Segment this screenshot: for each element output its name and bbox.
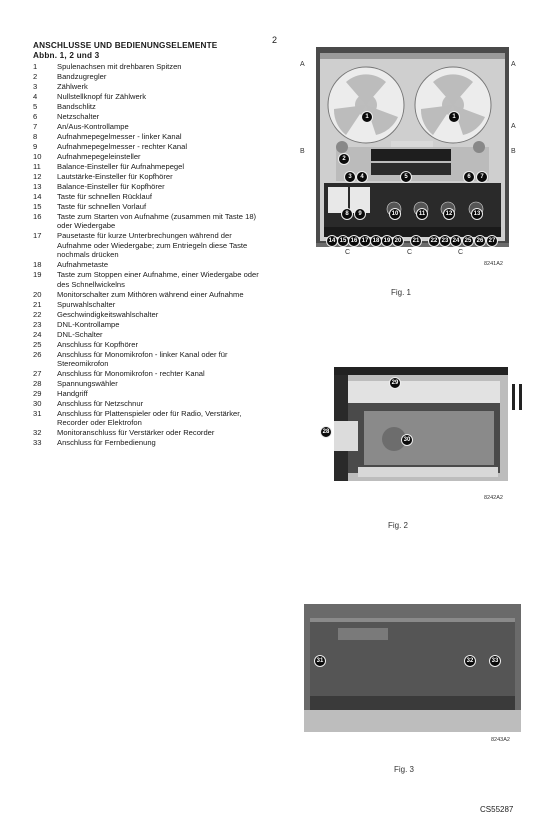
callout-7: 7 [476, 171, 488, 183]
list-item: 27 Anschluss für Monomikrofon - rechter Kanal [33, 369, 205, 379]
separator-bars [519, 384, 522, 410]
list-item: 10 Aufnahmepegeleinsteller [33, 152, 141, 161]
callout-1: 1 [361, 111, 373, 123]
callout-24: 24 [450, 235, 462, 247]
callout-12: 12 [443, 208, 455, 220]
list-item: 28 Spannungswähler [33, 379, 118, 389]
callout-6: 6 [463, 171, 475, 183]
callout-21: 21 [410, 235, 422, 247]
figure-code: 8242A2 [484, 495, 503, 501]
callout-19: 19 [381, 235, 393, 247]
callout-15: 15 [337, 235, 349, 247]
callout-30: 30 [401, 434, 413, 446]
callout-13: 13 [471, 208, 483, 220]
callout-10: 10 [389, 208, 401, 220]
connector-panel-illustration [304, 604, 521, 732]
list-item: 8 Aufnahmepegelmesser - linker Kanal [33, 132, 182, 141]
list-item: 9 Aufnahmepegelmesser - rechter Kanal [33, 142, 188, 151]
figure-1-photo [316, 47, 509, 247]
edge-label-a: A [511, 61, 516, 68]
callout-29: 29 [389, 377, 401, 389]
list-item: 4 Nullstellknopf für Zählwerk [33, 92, 147, 101]
list-item: 15 Taste für schnellen Vorlauf [33, 202, 147, 211]
section-heading [33, 41, 217, 61]
list-item: 29 Handgriff [33, 389, 88, 399]
callout-33: 33 [489, 655, 501, 667]
list-item: 25 Anschluss für Kopfhörer [33, 339, 139, 349]
callout-23: 23 [439, 235, 451, 247]
callout-20: 20 [392, 235, 404, 247]
callout-9: 9 [354, 208, 366, 220]
figure-caption: Fig. 3 [394, 765, 415, 774]
list-item: 26 Anschluss für Monomikrofon - linker Kanal oder für Stereomikrofon [33, 349, 228, 369]
edge-label-a: A [511, 123, 516, 130]
page-number: 2 [272, 35, 278, 45]
list-item: 2 Bandzugregler [33, 72, 107, 81]
list-item: 6 Netzschalter [33, 112, 100, 121]
list-item: 32 Monitoranschluss für Verstärker oder Recorder [33, 428, 215, 438]
list-item: 3 Zählwerk [33, 82, 88, 91]
callout-11: 11 [416, 208, 428, 220]
callout-3: 3 [344, 171, 356, 183]
parts-list [33, 62, 268, 448]
list-item: 24 DNL-Schalter [33, 329, 103, 339]
list-item: 16 Taste zum Starten von Aufnahme (zusammen mit Taste 18) oder Wiedergabe [33, 212, 257, 231]
edge-label-a: A [300, 61, 305, 68]
figure-code: 8243A2 [491, 737, 510, 743]
edge-label-b: B [511, 148, 516, 155]
figure-caption: Fig. 1 [391, 288, 412, 297]
figure-3-photo [304, 604, 521, 732]
callout-27: 27 [486, 235, 498, 247]
callout-8: 8 [341, 208, 353, 220]
list-item: 20 Monitorschalter zum Mithören während einer Aufnahme [33, 289, 244, 299]
list-item: 33 Anschluss für Fernbedienung [33, 438, 156, 448]
list-item: 30 Anschluss für Netzschnur [33, 399, 144, 409]
heading-subtitle: Abbn. 1, 2 und 3 [33, 51, 100, 60]
edge-label-c: C [407, 249, 413, 256]
list-item: 22 Geschwindigkeitswahlschalter [33, 309, 159, 319]
callout-1: 1 [448, 111, 460, 123]
separator-bars [512, 384, 515, 410]
list-item: 7 An/Aus-Kontrollampe [33, 122, 129, 131]
list-item: 21 Spurwahlschalter [33, 299, 116, 309]
callout-22: 22 [428, 235, 440, 247]
figure-caption: Fig. 2 [388, 521, 409, 530]
heading-title: ANSCHLUSSE UND BEDIENUNGSELEMENTE [33, 41, 218, 50]
callout-26: 26 [474, 235, 486, 247]
list-item: 13 Balance-Einsteller für Kopfhörer [33, 182, 165, 191]
list-item: 12 Lautstärke-Einsteller für Kopfhörer [33, 172, 173, 181]
list-item: 1 Spulenachsen mit drehbaren Spitzen [33, 62, 182, 71]
list-item: 14 Taste für schnellen Rücklauf [33, 192, 152, 201]
figure-code: 8241A2 [484, 261, 503, 267]
callout-32: 32 [464, 655, 476, 667]
edge-label-c: C [345, 249, 351, 256]
callout-5: 5 [400, 171, 412, 183]
list-item: 23 DNL-Kontrollampe [33, 319, 120, 329]
callout-14: 14 [326, 235, 338, 247]
callout-16: 16 [348, 235, 360, 247]
callout-17: 17 [359, 235, 371, 247]
list-item: 18 Aufnahmetaste [33, 260, 109, 270]
list-item: 11 Balance-Einsteller für Aufnahmepegel [33, 162, 185, 171]
compartment-illustration [334, 367, 508, 481]
callout-2: 2 [338, 153, 350, 165]
list-item: 19 Taste zum Stoppen einer Aufnahme, einer Wiedergabe oder des Schnellwickelns [33, 270, 259, 289]
list-item: 5 Bandschlitz [33, 102, 96, 111]
callout-18: 18 [370, 235, 382, 247]
callout-4: 4 [356, 171, 368, 183]
callout-25: 25 [462, 235, 474, 247]
edge-label-c: C [458, 249, 464, 256]
figure-2-photo [322, 367, 508, 481]
edge-label-b: B [300, 148, 305, 155]
list-item: 31 Anschluss für Plattenspieler oder für Radio, Verstärker, Recorder oder Elektrofon [33, 409, 242, 428]
list-item: 17 Pausetaste für kurze Unterbrechungen während der Aufnahme oder Wiedergabe; zum Entriegeln diese Taste nochmals drücken [33, 231, 248, 260]
document-code: CS55287 [480, 805, 514, 814]
callout-31: 31 [314, 655, 326, 667]
callout-28: 28 [320, 426, 332, 438]
